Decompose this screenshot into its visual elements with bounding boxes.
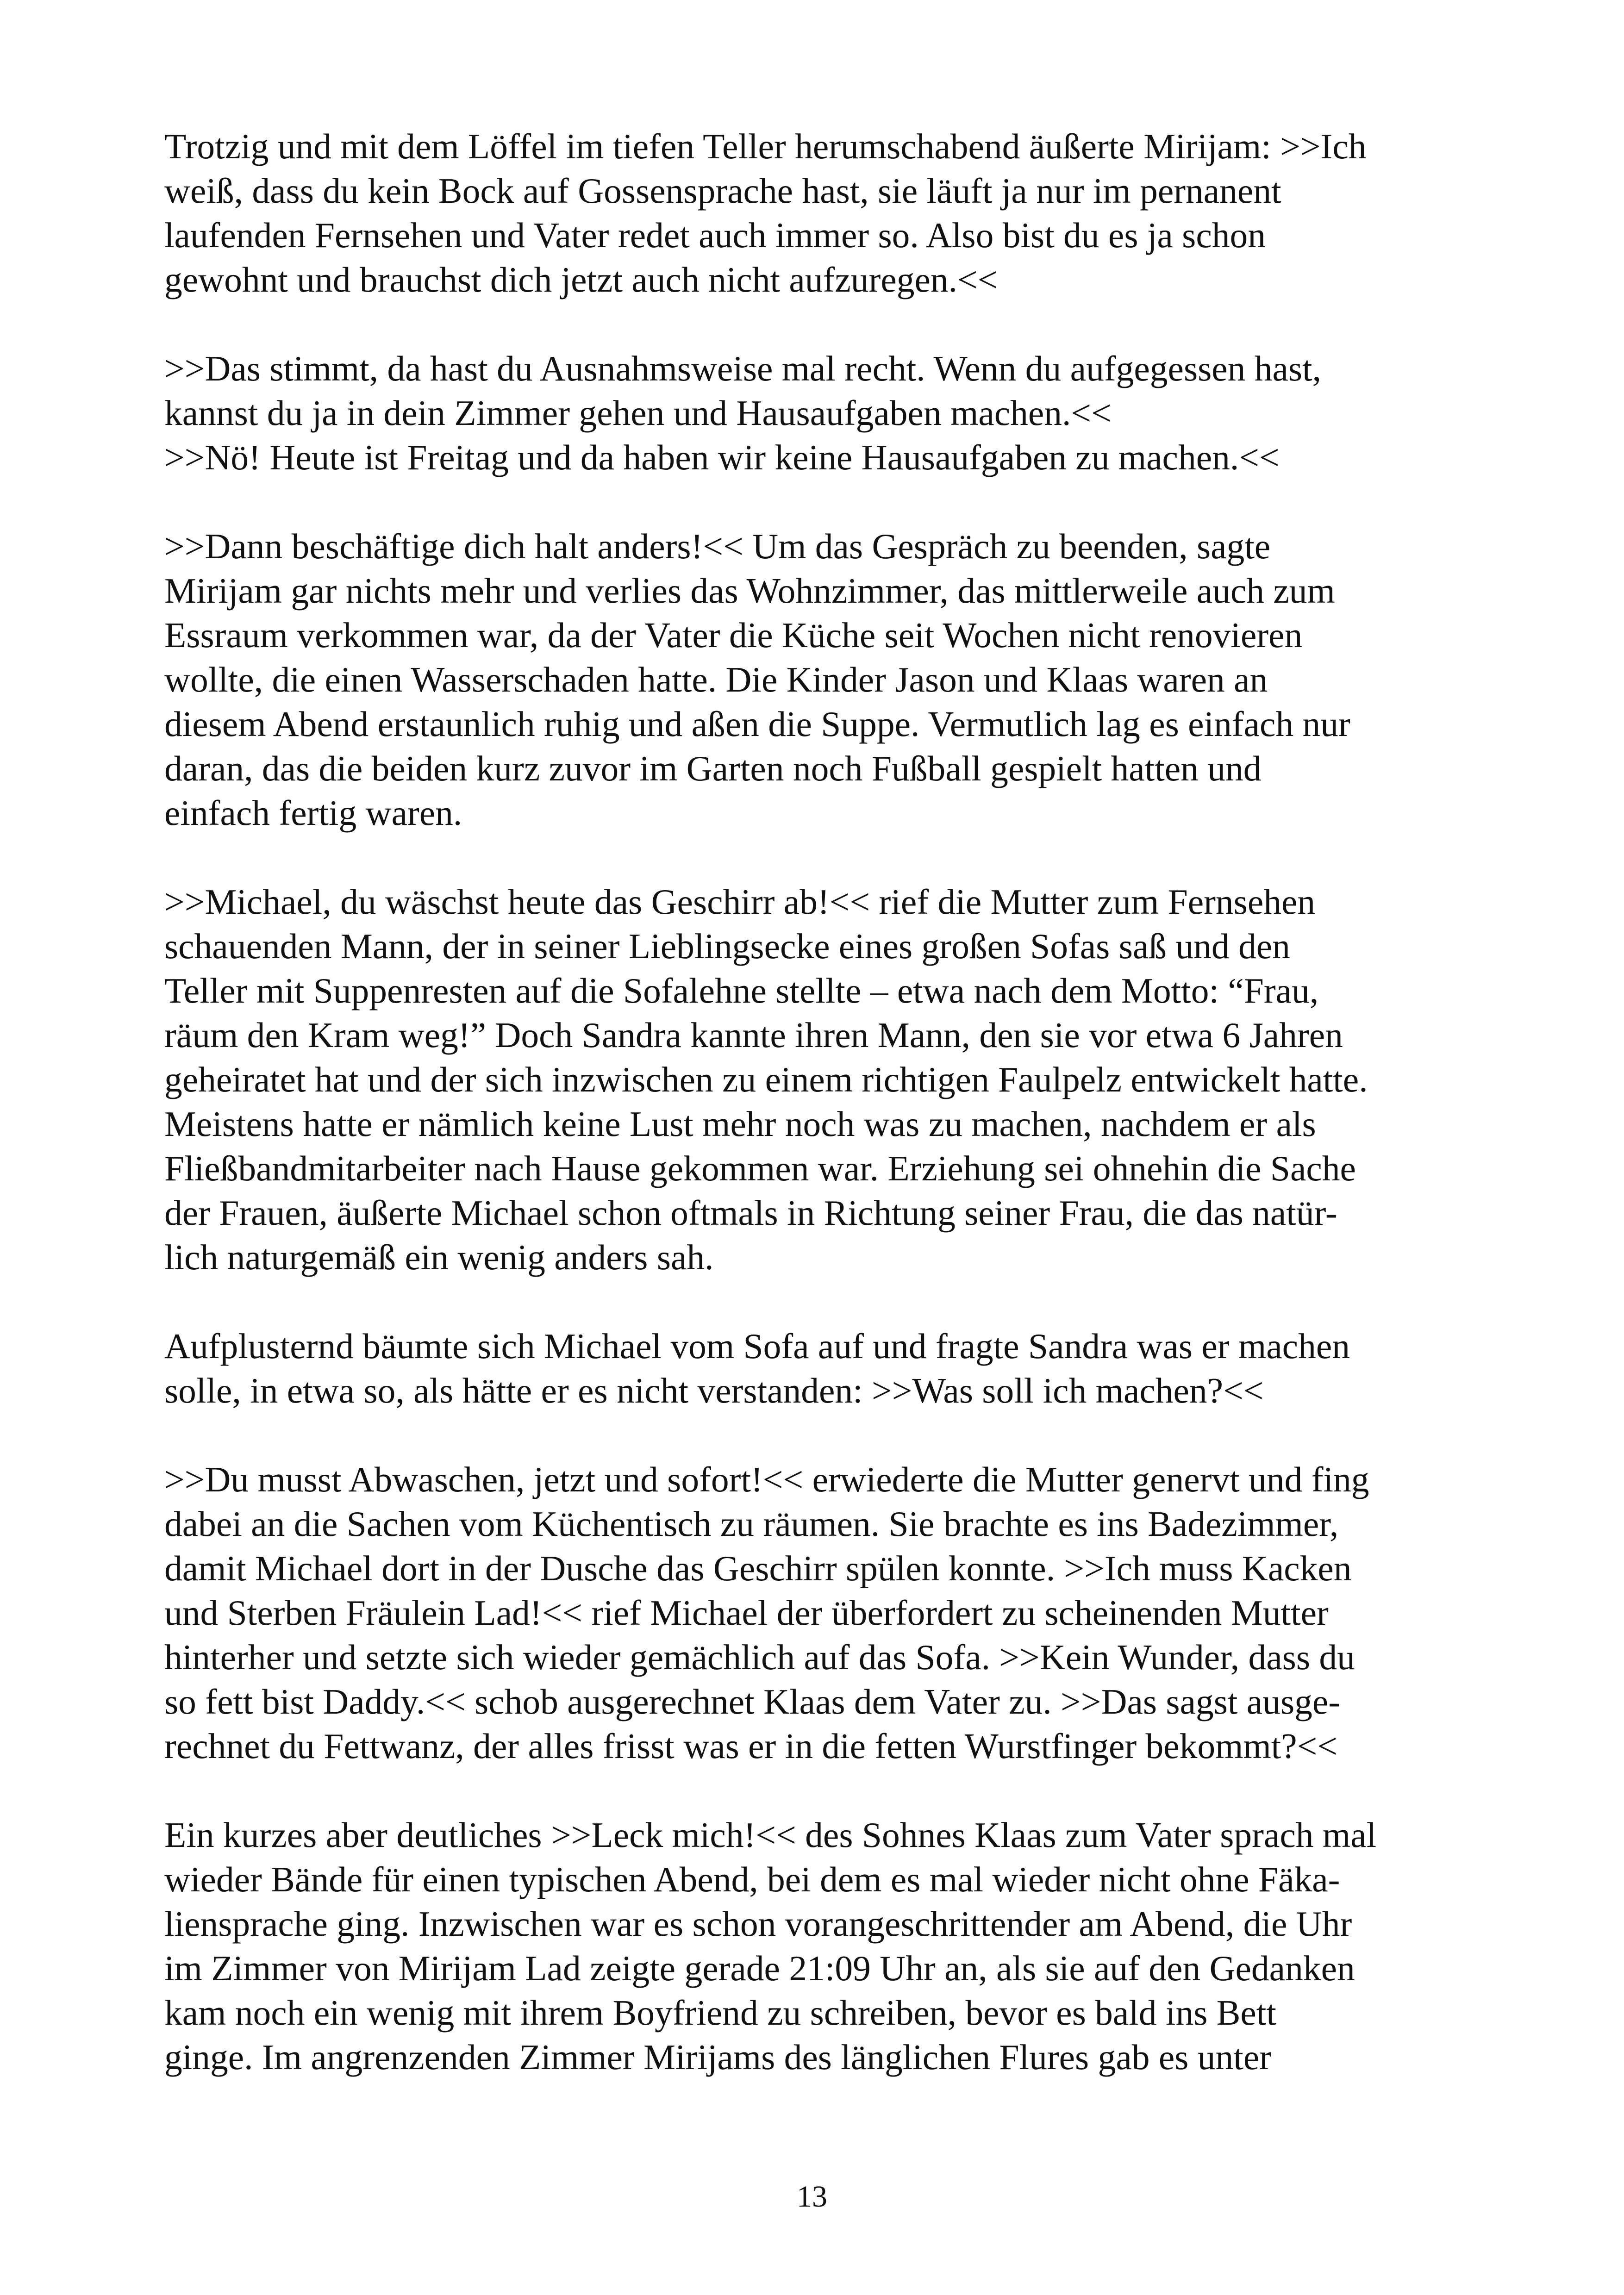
page-number: 13 — [797, 2180, 827, 2214]
paragraph-3: >>Nö! Heute ist Freitag und da haben wir keine Hausaufgaben zu machen.<< — [164, 437, 1280, 477]
body-text — [164, 124, 1456, 2079]
paragraph-2: >>Das stimmt, da hast du Ausnahmsweise mal recht. Wenn du aufgegessen hast, kannst du ja in dein Zimmer gehen und Hausaufgaben machen.<< — [164, 349, 1321, 433]
paragraph-8: Ein kurzes aber deutliches >>Leck mich!<< des Sohnes Klaas zum Vater sprach mal wieder Bände für einen typischen Abend, bei dem es mal wieder nicht ohne Fäka- liensprache ging. Inzwischen war es schon vorangeschrittender am Abend, die Uhr im Zimmer von Mirijam Lad zeigte gerade 21:09 Uhr an, als sie auf den Gedanken kam noch ein wenig mit ihrem Boyfriend zu schreiben, bevor es bald ins Bett ginge. Im angrenzenden Zimmer Mirijams des länglichen Flures gab es unter — [164, 1815, 1377, 2077]
paragraph-1: Trotzig und mit dem Löffel im tiefen Teller herumschabend äußerte Mirijam: >>Ich weiß, dass du kein Bock auf Gossensprache hast, sie läuft ja nur im pernanent laufenden Fernsehen und Vater redet auch immer so. Also bist du es ja schon gewohnt und brauchst dich jetzt auch nicht aufzuregen.<< — [164, 126, 1367, 299]
paragraph-6: Aufplusternd bäumte sich Michael vom Sofa auf und fragte Sandra was er machen solle, in etwa so, als hätte er es nicht verstanden: >>Was soll ich machen?<< — [164, 1326, 1350, 1410]
paragraph-4: >>Dann beschäftige dich halt anders!<< Um das Gespräch zu beenden, sagte Mirijam gar nichts mehr und verlies das Wohnzimmer, das mittlerweile auch zum Essraum verkommen war, da der Vater die Küche seit Wochen nicht renovieren wollte, die einen Wasserschaden hatte. Die Kinder Jason und Klaas waren an diesem Abend erstaunlich ruhig und aßen die Suppe. Vermutlich lag es einfach nur daran, das die beiden kurz zuvor im Garten noch Fußball gespielt hatten und einfach fertig waren. — [164, 526, 1350, 833]
paragraph-5: >>Michael, du wäschst heute das Geschirr ab!<< rief die Mutter zum Fernsehen schauenden Mann, der in seiner Lieblingsecke eines großen Sofas saß und den Teller mit Suppenresten auf die Sofalehne stellte – etwa nach dem Motto: “Frau, räum den Kram weg!” Doch Sandra kannte ihren Mann, den sie vor etwa 6 Jahren geheiratet hat und der sich inzwischen zu einem richtigen Faulpelz entwickelt hatte. Meistens hatte er nämlich keine Lust mehr noch was zu machen, nachdem er als Fließbandmitarbeiter nach Hause gekommen war. Erziehung sei ohnehin die Sache der Frauen, äußerte Michael schon oftmals in Richtung seiner Frau, die das natür- lich naturgemäß ein wenig anders sah. — [164, 882, 1368, 1277]
paragraph-7: >>Du musst Abwaschen, jetzt und sofort!<< erwiederte die Mutter genervt und fing dabei an die Sachen vom Küchentisch zu räumen. Sie brachte es ins Badezimmer, damit Michael dort in der Dusche das Geschirr spülen konnte. >>Ich muss Kacken und Sterben Fräulein Lad!<< rief Michael der überfordert zu scheinenden Mutter hinterher und setzte sich wieder gemächlich auf das Sofa. >>Kein Wunder, dass du so fett bist Daddy.<< schob ausgerechnet Klaas dem Vater zu. >>Das sagst ausge- rechnet du Fettwanz, der alles frisst was er in die fetten Wurstfinger bekommt?<< — [164, 1459, 1369, 1766]
